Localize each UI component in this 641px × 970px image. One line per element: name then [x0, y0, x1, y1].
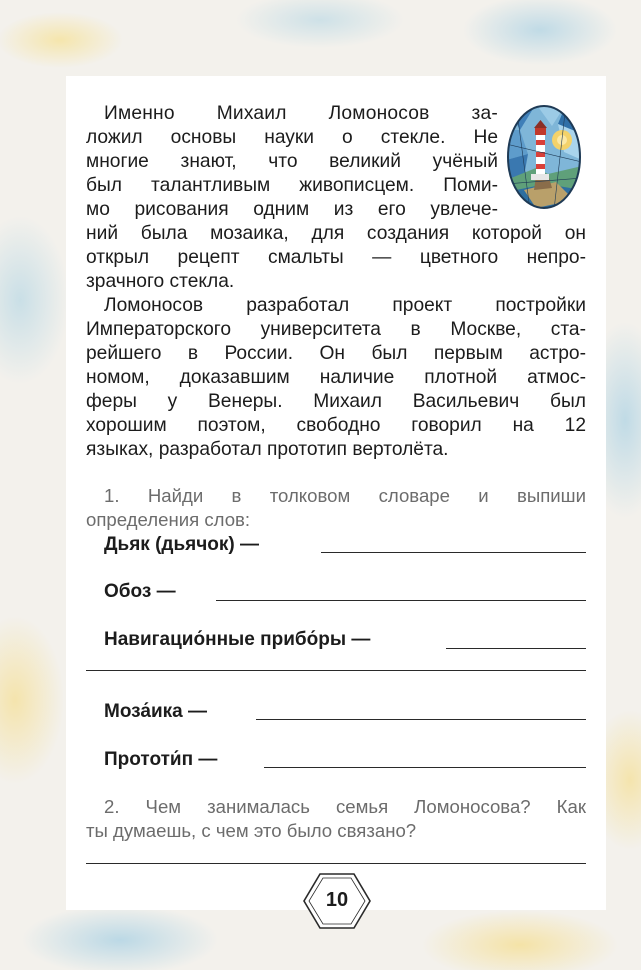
- task1-line-1: 1. Найди в толковом словаре и выпиши: [104, 485, 586, 506]
- para2-line-6: хорошим поэтом, свободно говорил на 12: [86, 415, 586, 436]
- para2-line-2: Императорского университета в Москве, ста-: [86, 319, 586, 340]
- task2-line-1: 2. Чем занималась семья Ломоносова? Как: [104, 796, 586, 817]
- intro-line-1: Именно Михаил Ломоносов за-: [104, 103, 498, 124]
- answer-line-dyak[interactable]: [321, 552, 586, 553]
- intro-line-3: многие знают, что великий учёный: [86, 151, 498, 172]
- answer-line-oboz[interactable]: [216, 600, 586, 601]
- answer-line-task2[interactable]: [86, 863, 586, 864]
- intro-line-7: открыл рецепт смальты — цветного непро-: [86, 247, 586, 268]
- answer-line-prototype[interactable]: [264, 767, 586, 768]
- intro-line-4: был талантливым живописцем. Поми-: [86, 175, 498, 196]
- term-oboz: Обоз —: [104, 581, 176, 602]
- para2-line-7: языках, разработал прототип вертолёта.: [86, 439, 449, 460]
- page-number: 10: [325, 889, 349, 911]
- intro-line-5: мо рисования одним из его увлече-: [86, 199, 498, 220]
- para2-line-1: Ломоносов разработал проект постройки: [104, 295, 586, 316]
- intro-line-8: зрачного стекла.: [86, 271, 235, 292]
- answer-line-navigation-2[interactable]: [86, 670, 586, 671]
- intro-line-6: ний была мозаика, для создания которой он: [86, 223, 586, 244]
- task1-line-2: определения слов:: [86, 509, 251, 530]
- para2-line-4: номом, доказавшим наличие плотной атмос-: [86, 367, 586, 388]
- task2-line-2: ты думаешь, с чем это было связано?: [86, 820, 417, 841]
- intro-line-2: ложил основы науки о стекле. Не: [86, 127, 498, 148]
- answer-line-navigation-1[interactable]: [446, 648, 586, 649]
- answer-line-mosaic[interactable]: [256, 719, 586, 720]
- para2-line-5: феры у Венеры. Михаил Васильевич был: [86, 391, 586, 412]
- term-prototype: Прототи́п —: [104, 749, 218, 770]
- term-navigation-devices: Навигацио́нные прибо́ры —: [104, 629, 371, 650]
- term-dyak: Дьяк (дьячок) —: [104, 534, 259, 555]
- para2-line-3: рейшего в России. Он был первым астро-: [86, 343, 586, 364]
- lighthouse-mosaic-icon: [506, 104, 582, 210]
- term-mosaic: Моза́ика —: [104, 701, 207, 722]
